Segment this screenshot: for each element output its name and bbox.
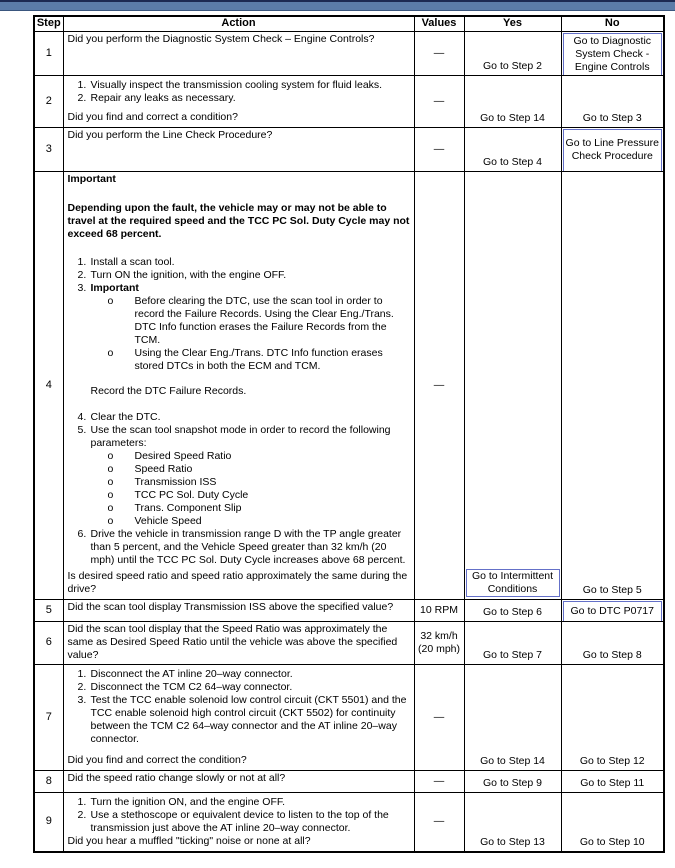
action-list-item: Disconnect the AT inline 20–way connector. [90, 667, 293, 680]
action-cell [63, 664, 414, 770]
yes-cell [464, 75, 561, 127]
step-number: 2 [34, 75, 63, 127]
important-title: Important [67, 172, 116, 185]
step-number: 7 [34, 664, 63, 770]
action-list-item: Clear the DTC. [90, 410, 161, 423]
table-row [34, 664, 664, 770]
action-list-item: Test the TCC enable solenoid low control circuit (CKT 5501) and the TCC enable solenoid high control circuit (CKT 5502) for continuity between the TCM C2 64–way connector and the AT inline 20–way connector. [90, 693, 407, 745]
header-yes: Yes [464, 16, 561, 31]
table-row [34, 770, 664, 792]
action-sub-item: o Transmission ISS [91, 476, 410, 489]
yes-cell [464, 599, 561, 621]
action-question: Did you find and correct a condition? [67, 110, 238, 123]
action-sub-item: o Trans. Component Slip [91, 502, 410, 515]
action-list-item: Disconnect the TCM C2 64–way connector. [90, 680, 293, 693]
step-number: 1 [34, 31, 63, 75]
table-row [34, 127, 664, 171]
action-sub-item: o Desired Speed Ratio [91, 450, 410, 463]
link-dtc-p0717[interactable]: Go to DTC P0717 [563, 601, 663, 622]
action-sub-item: o TCC PC Sol. Duty Cycle [91, 489, 410, 502]
yes-cell [464, 664, 561, 770]
no-text: Go to Step 3 [582, 111, 642, 124]
header-no: No [561, 16, 664, 31]
no-cell [561, 792, 664, 852]
yes-cell [464, 770, 561, 792]
action-body [68, 173, 410, 567]
no-cell [561, 621, 664, 664]
no-cell [561, 31, 664, 75]
table-row [34, 171, 664, 599]
table-row [34, 621, 664, 664]
no-cell [561, 75, 664, 127]
yes-cell [464, 792, 561, 852]
action-cell [63, 171, 414, 599]
yes-text: Go to Step 13 [480, 835, 545, 848]
action-question: Did you perform the Line Check Procedure? [67, 128, 273, 141]
step-number: 5 [34, 599, 63, 621]
no-cell [561, 664, 664, 770]
no-text: Go to Step 8 [582, 648, 642, 661]
header-step: Step [34, 16, 63, 31]
action-sub-item: o Vehicle Speed [91, 515, 410, 528]
no-text: Go to Step 10 [579, 835, 645, 848]
values-cell: — [414, 792, 464, 852]
action-list-item: Turn ON the ignition, with the engine OFF. [90, 268, 287, 281]
table-row [34, 31, 664, 75]
action-question: Did the scan tool display that the Speed Ratio was approximately the same as Desired Speed Ratio until the vehicle was above the specified value? [67, 622, 398, 661]
yes-text: Go to Step 9 [483, 776, 542, 789]
action-list-item: Turn the ignition ON, and the engine OFF. [90, 795, 286, 808]
yes-text: Go to Step 6 [483, 605, 542, 618]
step-number: 3 [34, 127, 63, 171]
link-line-pressure-check-procedure[interactable]: Go to Line Pressure Check Procedure [563, 129, 663, 172]
values-cell: — [414, 770, 464, 792]
step-number: 4 [34, 171, 63, 599]
action-cell [63, 621, 414, 664]
diagnostic-step-table [33, 15, 665, 853]
yes-cell [464, 621, 561, 664]
action-cell [63, 599, 414, 621]
top-banner [0, 0, 675, 11]
values-cell: — [414, 171, 464, 599]
action-note: Record the DTC Failure Records. [90, 384, 247, 397]
yes-text: Go to Step 14 [480, 754, 545, 767]
yes-cell [464, 31, 561, 75]
no-text: Go to Step 11 [580, 776, 645, 789]
action-cell [63, 31, 414, 75]
action-list [68, 668, 410, 746]
action-list [68, 256, 410, 567]
values-cell: 32 km/h (20 mph) [414, 621, 464, 664]
action-cell [63, 770, 414, 792]
table-row [34, 599, 664, 621]
link-diagnostic-system-check[interactable]: Go to Diagnostic System Check - Engine Controls [563, 33, 663, 76]
action-question: Did the scan tool display Transmission ISS above the specified value? [67, 600, 394, 613]
action-list [68, 796, 410, 835]
action-sub-item: o Using the Clear Eng./Trans. DTC Info function erases stored DTCs in both the ECM and TCM. [91, 347, 410, 373]
action-list [68, 79, 410, 105]
no-cell [561, 171, 664, 599]
action-question: Did you find and correct the condition? [67, 753, 247, 766]
action-sub-item: o Speed Ratio [91, 463, 410, 476]
yes-cell [464, 171, 561, 599]
action-question: Did the speed ratio change slowly or not at all? [67, 771, 286, 784]
yes-text: Go to Step 2 [483, 59, 542, 72]
header-values: Values [414, 16, 464, 31]
action-list-item: Install a scan tool. [90, 255, 175, 268]
action-cell [63, 75, 414, 127]
values-cell: 10 RPM [414, 599, 464, 621]
action-list-item: Drive the vehicle in transmission range D with the TP angle greater than 5 percent, and the Vehicle Speed greater than 32 km/h (20 mph) until the TCC PC Sol. Duty Cycle increases above 68 percent. [90, 527, 406, 566]
link-intermittent-conditions[interactable]: Go to Intermittent Conditions [466, 569, 560, 597]
action-sub-item: o Before clearing the DTC, use the scan tool in order to record the Failure Records. Using the Clear Eng./Trans. DTC Info function erases the Failure Records from the TCM. [91, 295, 410, 347]
action-cell [63, 127, 414, 171]
action-list-item: Visually inspect the transmission cooling system for fluid leaks. [90, 78, 383, 91]
values-cell: — [414, 75, 464, 127]
yes-text: Go to Step 7 [483, 648, 542, 661]
important-subtitle: Important [90, 281, 139, 294]
step-number: 6 [34, 621, 63, 664]
values-cell: — [414, 31, 464, 75]
yes-text: Go to Step 4 [483, 155, 542, 168]
action-question: Is desired speed ratio and speed ratio approximately the same during the drive? [67, 569, 408, 595]
values-cell: — [414, 664, 464, 770]
no-text: Go to Step 12 [579, 754, 645, 767]
action-list-item [68, 424, 410, 528]
no-cell [561, 599, 664, 621]
yes-text: Go to Step 14 [480, 111, 545, 124]
step-number: 9 [34, 792, 63, 852]
table-row [34, 792, 664, 852]
no-cell [561, 770, 664, 792]
action-question: Did you hear a muffled "ticking" noise or none at all? [67, 834, 311, 847]
action-cell [63, 792, 414, 852]
action-item-text: Use the scan tool snapshot mode in order to record the following parameters: [90, 423, 391, 449]
values-cell: — [414, 127, 464, 171]
table-header-row [34, 16, 664, 31]
no-text: Go to Step 5 [582, 583, 642, 596]
header-action: Action [63, 16, 414, 31]
action-list-item: Use a stethoscope or equivalent device to listen to the top of the transmission just above the AT inline 20–way connector. [90, 808, 389, 834]
action-list-item: Repair any leaks as necessary. [90, 91, 236, 104]
no-cell [561, 127, 664, 171]
yes-cell [464, 127, 561, 171]
action-question: Did you perform the Diagnostic System Check – Engine Controls? [67, 32, 375, 45]
step-number: 8 [34, 770, 63, 792]
action-list-item [68, 282, 410, 398]
important-note: Depending upon the fault, the vehicle may or may not be able to travel at the required speed and the TCC PC Sol. Duty Cycle may not exceed 68 percent. [67, 201, 410, 240]
table-row [34, 75, 664, 127]
